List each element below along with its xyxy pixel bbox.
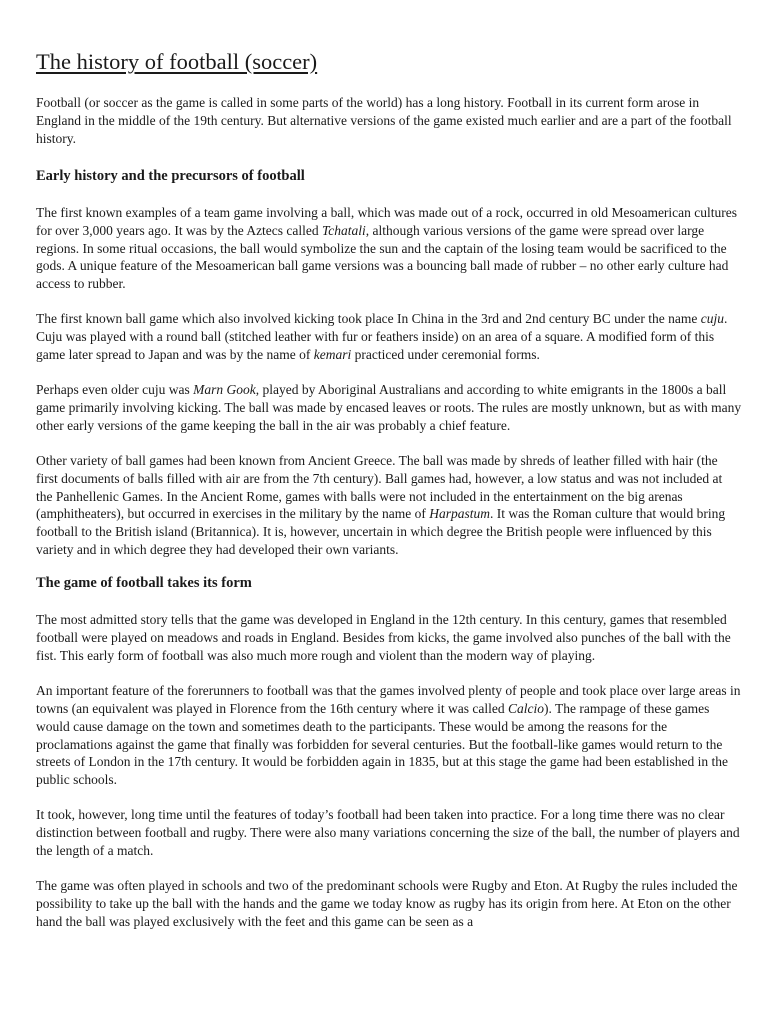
section-heading-early-history: Early history and the precursors of football (36, 167, 305, 184)
text-run: , played by Aboriginal Australians and according to white emigrants in the 1800s a ball game primarily involving kicking. The ball was made by encased leaves or roots. The rules are mostly unknown, but as with many other early versions of the game keeping the ball in the air was probably a chief feature. (36, 381, 742, 433)
paragraph-football-rugby (36, 806, 742, 860)
text-run: The most admitted story tells that the game was developed in England in the 12th century. In this century, games that resembled football were played on meadows and roads in England. Besides from kicks, the game involved also punches of the ball with the fist. This early form of football was also much more rough and violent than the modern way of playing. (36, 612, 731, 663)
text-run: Perhaps even older cuju was (36, 381, 194, 397)
page-title: The history of football (soccer) (36, 49, 318, 74)
italic-term: kemari (313, 347, 352, 363)
italic-term: Calcio (507, 700, 544, 716)
text-run: practiced under ceremonial forms. (351, 347, 540, 363)
intro-paragraph: Football (or soccer as the game is called in some parts of the world) has a long history. Football in its current form arose in England in the middle of the 19th century. But alternative versions of the game existed much earlier and are a part of the football history. (36, 95, 732, 146)
paragraph-marn-gook (36, 381, 742, 435)
text-run: ). The rampage of these games would cause damage on the town and sometimes death to the participants. These would be among the reasons for the proclamations against the game that finally was forbidden for several centuries. But the football-like games would return to the streets of London in the 17th century. It would be forbidden again in 1835, but at this stage the game had been established in the public schools. (36, 700, 728, 788)
text-run: . It was the Roman culture that would bring football to the British island (Britannica). It is, however, uncertain in which degree the British people were influenced by this variety and in which degree they had developed their own variants. (36, 506, 726, 558)
paragraph-mesoamerican (36, 204, 742, 294)
section-heading-game-takes-form: The game of football takes its form (36, 575, 252, 592)
italic-term: Tchatali (322, 222, 366, 238)
text-run: Other variety of ball games had been known from Ancient Greece. The ball was made by shreds of leather filled with hair (the first documents of balls filled with air are from the 7th century). Ball games had, however, a low status and was not included at the Panhellenic Games. In the Ancient Rome, games with balls were not included in the entertainment on the big arenas (amphitheaters), but occurred in exercises in the military by the name of (36, 452, 723, 522)
text-run: The game was often played in schools and two of the predominant schools were Rugby and Eton. At Rugby the rules included the possibility to take up the ball with the hands and the game we today know as rugby has its origin from here. At Eton on the other hand the ball was played exclusively with the feet and this game can be seen as a (36, 878, 738, 929)
italic-term: cuju (700, 311, 724, 327)
italic-term: Harpastum (429, 506, 490, 522)
text-run: The first known ball game which also involved kicking took place In China in the 3rd and 2nd century BC under the name (36, 311, 701, 327)
italic-term: Marn Gook (193, 381, 256, 397)
text-run: It took, however, long time until the features of today’s football had been taken into practice. For a long time there was no clear distinction between football and rugby. There were also many variations concerning the size of the ball, the number of players and the length of a match. (36, 807, 740, 859)
paragraph-england-12th-century (36, 611, 742, 665)
document-page (36, 48, 742, 948)
paragraph-forerunners (36, 682, 742, 789)
text-run: . Cuju was played with a round ball (stitched leather with fur or feathers inside) on an area of a square. A modified form of this game later spread to Japan and was by the name of (36, 311, 728, 363)
paragraph-greece-rome (36, 452, 742, 559)
text-run: The first known examples of a team game involving a ball, which was made out of a rock, occurred in old Mesoamerican cultures for over 3,000 years ago. It was by the Aztecs called (36, 204, 738, 238)
paragraph-rugby-eton (36, 877, 742, 931)
paragraph-cuju (36, 310, 742, 364)
text-run: An important feature of the forerunners to football was that the games involved plenty of people and took place over large areas in towns (an equivalent was played in Florence from the 16th century where it was called (36, 682, 741, 716)
text-run: , although various versions of the game were spread over large regions. In some ritual occasions, the ball would symbolize the sun and the captain of the losing team would be sacrificed to the gods. A unique feature of the Mesoamerican ball game versions was a bouncing ball made of rubber – no other early culture had access to rubber. (36, 222, 729, 292)
